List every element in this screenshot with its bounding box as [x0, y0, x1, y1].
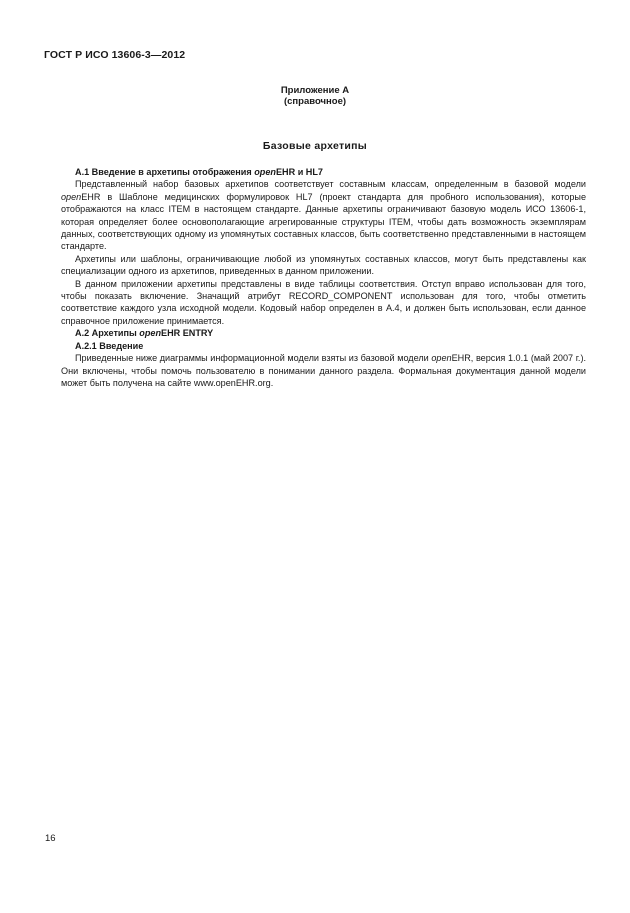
heading-a1-prefix: A.1 Введение в архетипы отображения: [75, 167, 255, 177]
paragraph-a1-1: [61, 178, 586, 252]
paragraph-a1-1-italic: open: [61, 191, 82, 202]
heading-a1-italic: open: [254, 167, 276, 177]
paragraph-a1-2: Архетипы или шаблоны, ограничивающие любой из упомянутых составных классов, могут быть представлены как специализации одного из архетипов, приведенных в данном приложении.: [61, 253, 586, 277]
heading-a1: [75, 166, 586, 178]
heading-a2: [75, 327, 586, 339]
paragraph-a1-1-pre: Представленный набор базовых архетипов соответствует составным классам, определенным в базовой модели: [75, 179, 586, 190]
paragraph-a21-1: [61, 352, 586, 389]
paragraph-a1-3: В данном приложении архетипы представлены в виде таблицы соответствия. Отступ вправо использован для того, чтобы показать включение. Значащий атрибут RECORD_COMPONENT использован для того, чтобы отметить соответствие каждого узла исходной модели. Кодовый набор определен в А.4, и должен быть использован, если данное справочное приложение принимается.: [61, 278, 586, 326]
appendix-title: Приложение А: [280, 85, 350, 96]
appendix-type: (справочное): [283, 96, 347, 107]
paragraph-a21-1-italic: open: [431, 353, 452, 364]
heading-a2-prefix: A.2 Архетипы: [75, 328, 140, 339]
section-title: Базовые архетипы: [262, 140, 368, 152]
paragraph-a21-1-post: EHR, версия 1.0.1 (май 2007 г.). Они включены, чтобы помочь пользователю в понимании данного раздела. Формальная документация данной модели может быть получена на сайте www.openEHR.org.: [61, 353, 586, 388]
document-body: [61, 166, 586, 389]
heading-a2-suffix: EHR ENTRY: [161, 328, 214, 339]
paragraph-a1-1-post: EHR в Шаблоне медицинских формулировок HL7 (проект стандарта для пробного использования), которые отображаются на класс ITEM в настоящем стандарте. Данные архетипы ограничивают базовую модель ИСО 13606-1, которая определяет более основополагающие агрегированные структуры ITEM, чтобы дать возможность экземплярам данных, соответствующих одному из упомянутых составных классов, быть соответственно представленными в настоящем стандарте.: [61, 191, 586, 252]
heading-a21: A.2.1 Введение: [75, 340, 144, 351]
heading-a2-italic: open: [139, 328, 162, 339]
heading-a1-suffix: EHR и HL7: [275, 167, 323, 177]
paragraph-a21-1-pre: Приведенные ниже диаграммы информационной модели взяты из базовой модели: [75, 353, 432, 364]
document-code: ГОСТ Р ИСО 13606-3—2012: [44, 49, 186, 61]
page-number: 16: [45, 833, 56, 844]
